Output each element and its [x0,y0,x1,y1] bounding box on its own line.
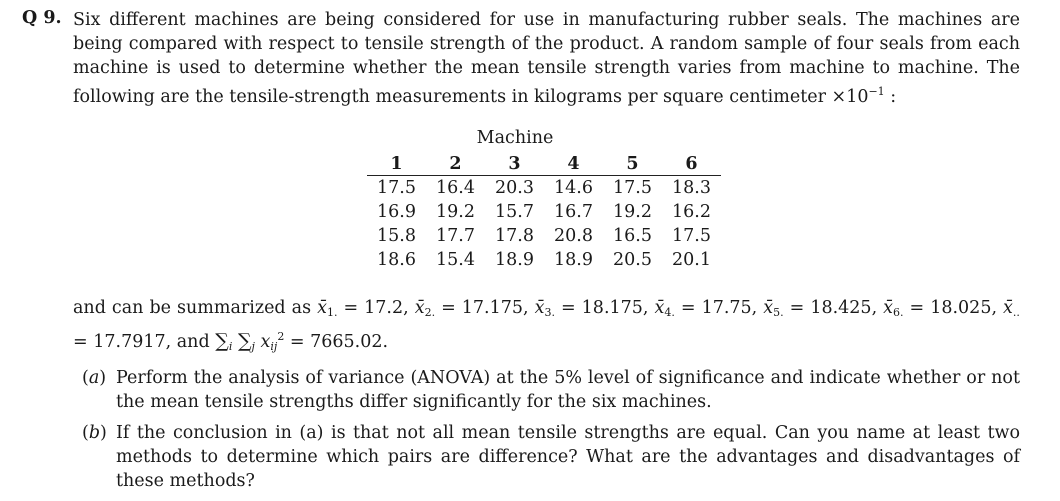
table-cell: 17.7 [436,226,475,246]
sample-mean: $x̄_{5.} = 18.425$ [763,298,872,319]
summary-lead: and can be summarized as [73,298,312,318]
table-cell: 18.9 [495,250,534,270]
table-caption: Machine [476,128,554,148]
sum-of-squares: $\sum_i$ $\sum_j$ $x_{ij}^2 = 7665.02$ [215,330,383,353]
table-cell: 17.5 [613,178,652,198]
sample-mean: $x̄_{3.} = 18.175$ [534,298,643,319]
sample-mean: $x̄_{2.} = 17.175$ [414,298,524,319]
table-cell: 20.5 [613,250,652,270]
table-cell: 19.2 [436,202,475,222]
table-cell: 16.9 [377,202,416,222]
table-cell: 16.5 [613,226,652,246]
machine-header: 5 [603,152,662,176]
machine-header: 3 [485,152,544,176]
table-cell: 20.3 [495,178,534,198]
machine-header: 2 [426,152,485,176]
question-number: Q 9. [22,8,62,28]
part-b [82,421,1020,493]
table-cell: 18.3 [672,178,711,198]
table-cell: 17.5 [672,226,711,246]
table-cell: 15.8 [377,226,416,246]
table-cell: 15.7 [495,202,534,222]
tensile-strength-table [367,152,721,272]
table-cell: 16.2 [672,202,711,222]
table-row [367,200,721,224]
table-header-row [367,152,721,176]
question-intro [73,8,1020,109]
machine-header: 1 [367,152,426,176]
part-a-label: (a) [82,368,107,388]
machine-header: 6 [662,152,721,176]
part-a-text: Perform the analysis of variance (ANOVA) at the 5% level of significance and indicate whether or not the mean tensile strengths differ significantly for the six machines. [116,368,1020,412]
sample-mean: $x̄_{4.} = 17.75$ [654,298,752,319]
table-cell: 16.4 [436,178,475,198]
table-cell: 17.5 [377,178,416,198]
table-cell: 18.6 [377,250,416,270]
table-cell: 18.9 [554,250,593,270]
sample-means: $x̄_{1.} = 17.2$, $x̄_{2.} = 17.175$, $x̄_{3.} = 18.175$, $x̄_{4.} = 17.75$, $x̄_{5.} = 18.425$, $x̄_{6.} = 18.025$, [317,298,1004,319]
table-cell: 17.8 [495,226,534,246]
table-cell: 20.1 [672,250,711,270]
summary-statistics: and can be summarized as $x̄_{1.} = 17.2$, $x̄_{2.} = 17.175$, $x̄_{3.} = 18.175$, $x̄_{4.} = 17.75$, $x̄_{5.} = 18.425$, $x̄_{6.} = 18.025$, $x̄_{..} = 17.7917$, and $\sum_i$ $\sum_j$ $x_{ij}^2 = 7665.02$. [73,298,1020,353]
table-row [367,248,721,272]
part-b-text: If the conclusion in (a) is that not all mean tensile strengths are equal. Can you name at least two methods to determine which pairs are difference? What are the advantages and disadvantages of these methods? [116,423,1020,491]
machine-header: 4 [544,152,603,176]
sample-mean: $x̄_{6.} = 18.025$ [883,298,992,319]
table-row [367,224,721,248]
table-cell: 19.2 [613,202,652,222]
table-row [367,176,721,201]
grand-mean: $x̄_{..} = 17.7917$ [73,298,1020,352]
table-cell: 16.7 [554,202,593,222]
intro-text: Six different machines are being considered for use in manufacturing rubber seals. The machines are being compared with respect to tensile strength of the product. A random sample of four seals from each machine is used to determine whether the mean tensile strength varies from machine to machine. The following are the tensile-strength measurements in kilograms per square centimeter [73,10,1020,107]
sample-mean: $x̄_{1.} = 17.2$ [317,298,404,319]
units-factor: $\times 10^{-1}$ : [831,85,897,107]
table-cell: 14.6 [554,178,593,198]
table-cell: 20.8 [554,226,593,246]
part-b-label: (b) [82,423,107,443]
part-a [82,366,1020,414]
table-cell: 15.4 [436,250,475,270]
